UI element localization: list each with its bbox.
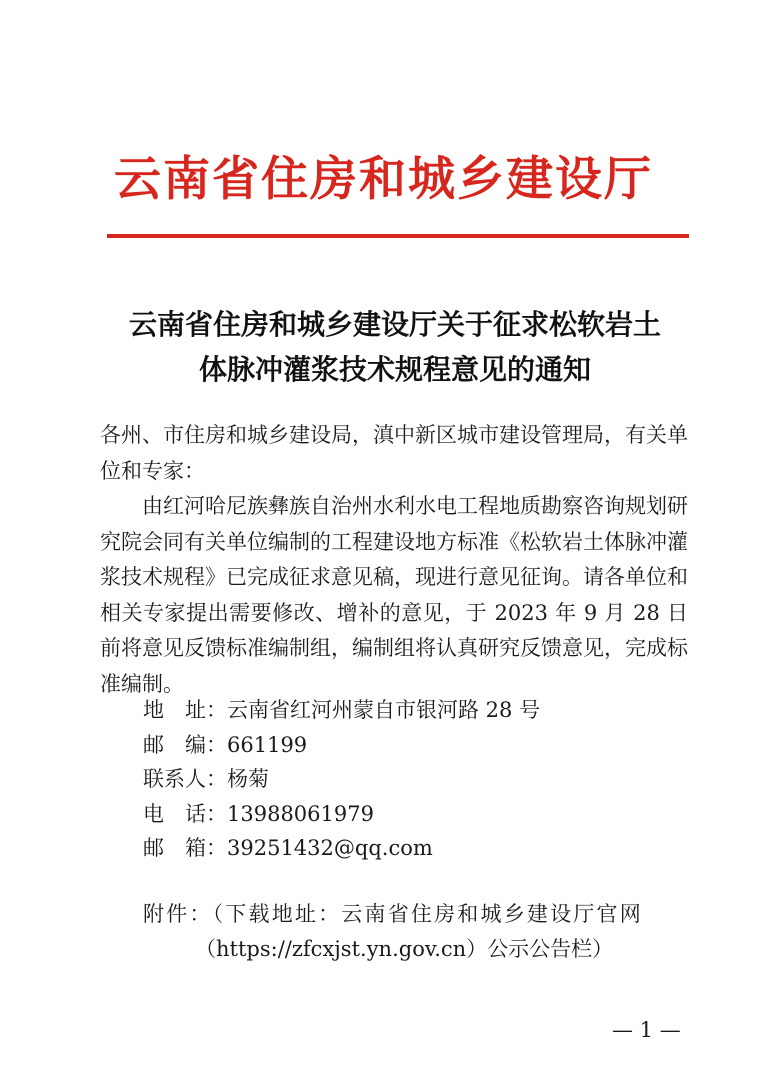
attachment-line-1: 附件：（下载地址：云南省住房和城乡建设厅官网 [143, 902, 643, 926]
phone-label: 电 话： [143, 801, 227, 826]
document-title-line-1: 云南省住房和城乡建设厅关于征求松软岩土 [128, 308, 661, 341]
postcode-row [143, 728, 540, 763]
masthead-title: 云南省住房和城乡建设厅 [114, 152, 653, 207]
page-number: — 1 — [612, 1018, 681, 1042]
address-row [143, 693, 540, 728]
contact-info [143, 693, 540, 866]
document-title-line-2: 体脉冲灌浆技术规程意见的通知 [198, 353, 591, 386]
email-value: 39251432@qq.com [227, 836, 433, 860]
document-title [100, 302, 690, 392]
phone-value: 13988061979 [227, 801, 374, 826]
attachment-note [143, 897, 688, 967]
address-value: 云南省红河州蒙自市银河路 28 号 [227, 698, 541, 722]
email-label: 邮 箱： [143, 836, 227, 860]
addressees: 各州、市住房和城乡建设局，滇中新区城市建设管理局，有关单位和专家： [100, 423, 688, 483]
contact-person-value: 杨菊 [227, 767, 269, 791]
postcode-value: 661199 [227, 732, 308, 757]
postcode-label: 邮 编： [143, 732, 227, 757]
email-row [143, 831, 540, 866]
body-paragraph: 由红河哈尼族彝族自治州水利水电工程地质勘察咨询规划研究院会同有关单位编制的工程建设地方标准《松软岩土体脉冲灌浆技术规程》已完成征求意见稿，现进行意见征询。请各单位和相关专家提出需要修改、增补的意见，于 2023 年 9 月 28 日前将意见反馈标准编制组，编制组将认真研究反馈意见，完成标准编制。 [100, 494, 688, 696]
phone-row [143, 797, 540, 832]
contact-person-label: 联系人： [143, 767, 227, 791]
attachment-line-2: （https://zfcxjst.yn.gov.cn）公示公告栏） [195, 937, 614, 961]
masthead-red-rule [107, 234, 689, 238]
contact-person-row [143, 762, 540, 797]
document-body [100, 418, 688, 702]
address-label: 地 址： [143, 698, 227, 722]
